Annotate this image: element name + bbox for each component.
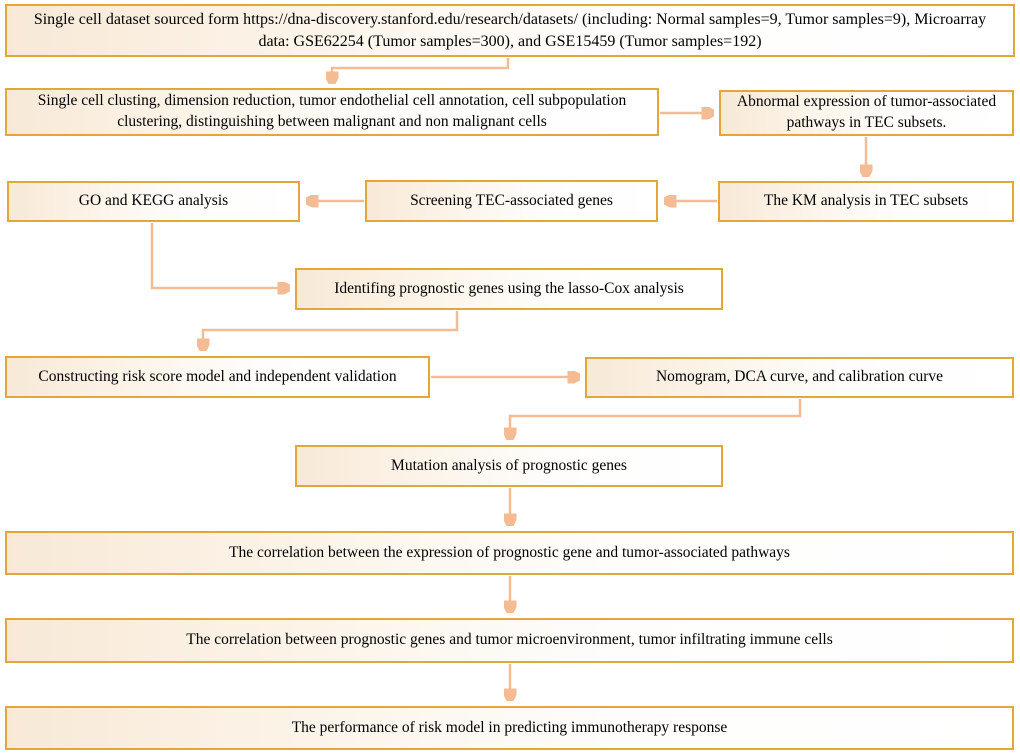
- node-abnormal-pathways: Abnormal expression of tumor-associated pathways in TEC subsets.: [719, 90, 1014, 136]
- connector-dataset-clustering: [332, 58, 508, 82]
- node-screening-tec-genes: Screening TEC-associated genes: [365, 180, 658, 222]
- node-dataset-source: Single cell dataset sourced form https://dna-discovery.stanford.edu/research/datasets/ (including: Normal samples=9, Tumor samples=9), Microarray data: GSE62254 (Tumor samples=300), and GSE15459 (Tumor samples=192): [5, 4, 1015, 57]
- node-nomogram-dca: Nomogram, DCA curve, and calibration curve: [585, 357, 1014, 398]
- node-mutation-analysis: Mutation analysis of prognostic genes: [295, 445, 723, 487]
- node-immunotherapy-response: The performance of risk model in predicting immunotherapy response: [5, 706, 1014, 750]
- connector-lasso-riskmodel: [203, 311, 457, 349]
- node-single-cell-clustering: Single cell clusting, dimension reduction, tumor endothelial cell annotation, cell subpopulation clustering, distinguishing between malignant and non malignant cells: [5, 88, 659, 136]
- connector-gokegg-lasso: [152, 223, 288, 288]
- node-go-kegg-analysis: GO and KEGG analysis: [7, 181, 300, 222]
- node-correlation-tme: The correlation between prognostic genes and tumor microenvironment, tumor infiltrating immune cells: [5, 618, 1014, 663]
- connector-nomogram-mutation: [510, 399, 800, 438]
- node-correlation-pathways: The correlation between the expression of prognostic gene and tumor-associated pathways: [5, 531, 1014, 575]
- node-risk-score-model: Constructing risk score model and independent validation: [5, 356, 430, 398]
- node-km-analysis: The KM analysis in TEC subsets: [718, 181, 1014, 222]
- node-lasso-cox: Identifing prognostic genes using the lasso-Cox analysis: [295, 268, 723, 310]
